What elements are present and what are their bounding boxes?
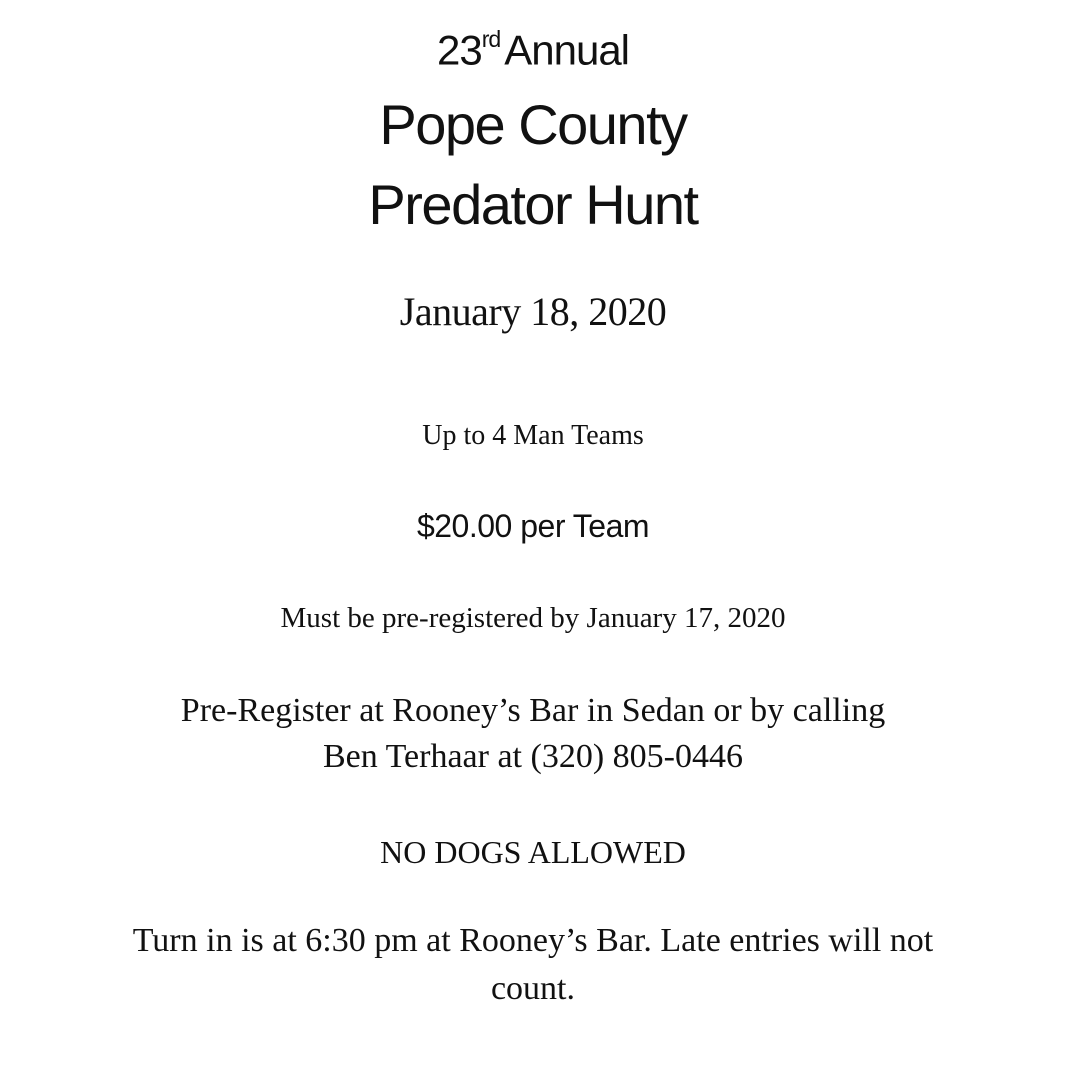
no-dogs-notice: NO DOGS ALLOWED xyxy=(380,834,686,870)
turn-in-info-line2: count. xyxy=(490,970,576,1007)
preregistration-deadline: Must be pre-registered by January 17, 2020 xyxy=(280,602,786,634)
event-title-line1: Pope County xyxy=(379,93,687,156)
team-size: Up to 4 Man Teams xyxy=(422,420,644,451)
annual-number: 23 xyxy=(436,26,482,74)
registration-info-line2: Ben Terhaar at (320) 805-0446 xyxy=(323,738,743,775)
annual-heading xyxy=(0,26,1066,74)
annual-word: Annual xyxy=(504,26,630,74)
event-title-line2: Predator Hunt xyxy=(368,173,698,236)
registration-info-line1: Pre-Register at Rooney’s Bar in Sedan or by calling xyxy=(180,692,886,729)
entry-fee: $20.00 per Team xyxy=(416,508,650,544)
event-date: January 18, 2020 xyxy=(399,289,667,334)
annual-ordinal: rd xyxy=(481,26,501,52)
turn-in-info-line1: Turn in is at 6:30 pm at Rooney’s Bar. Late entries will not xyxy=(132,922,934,959)
